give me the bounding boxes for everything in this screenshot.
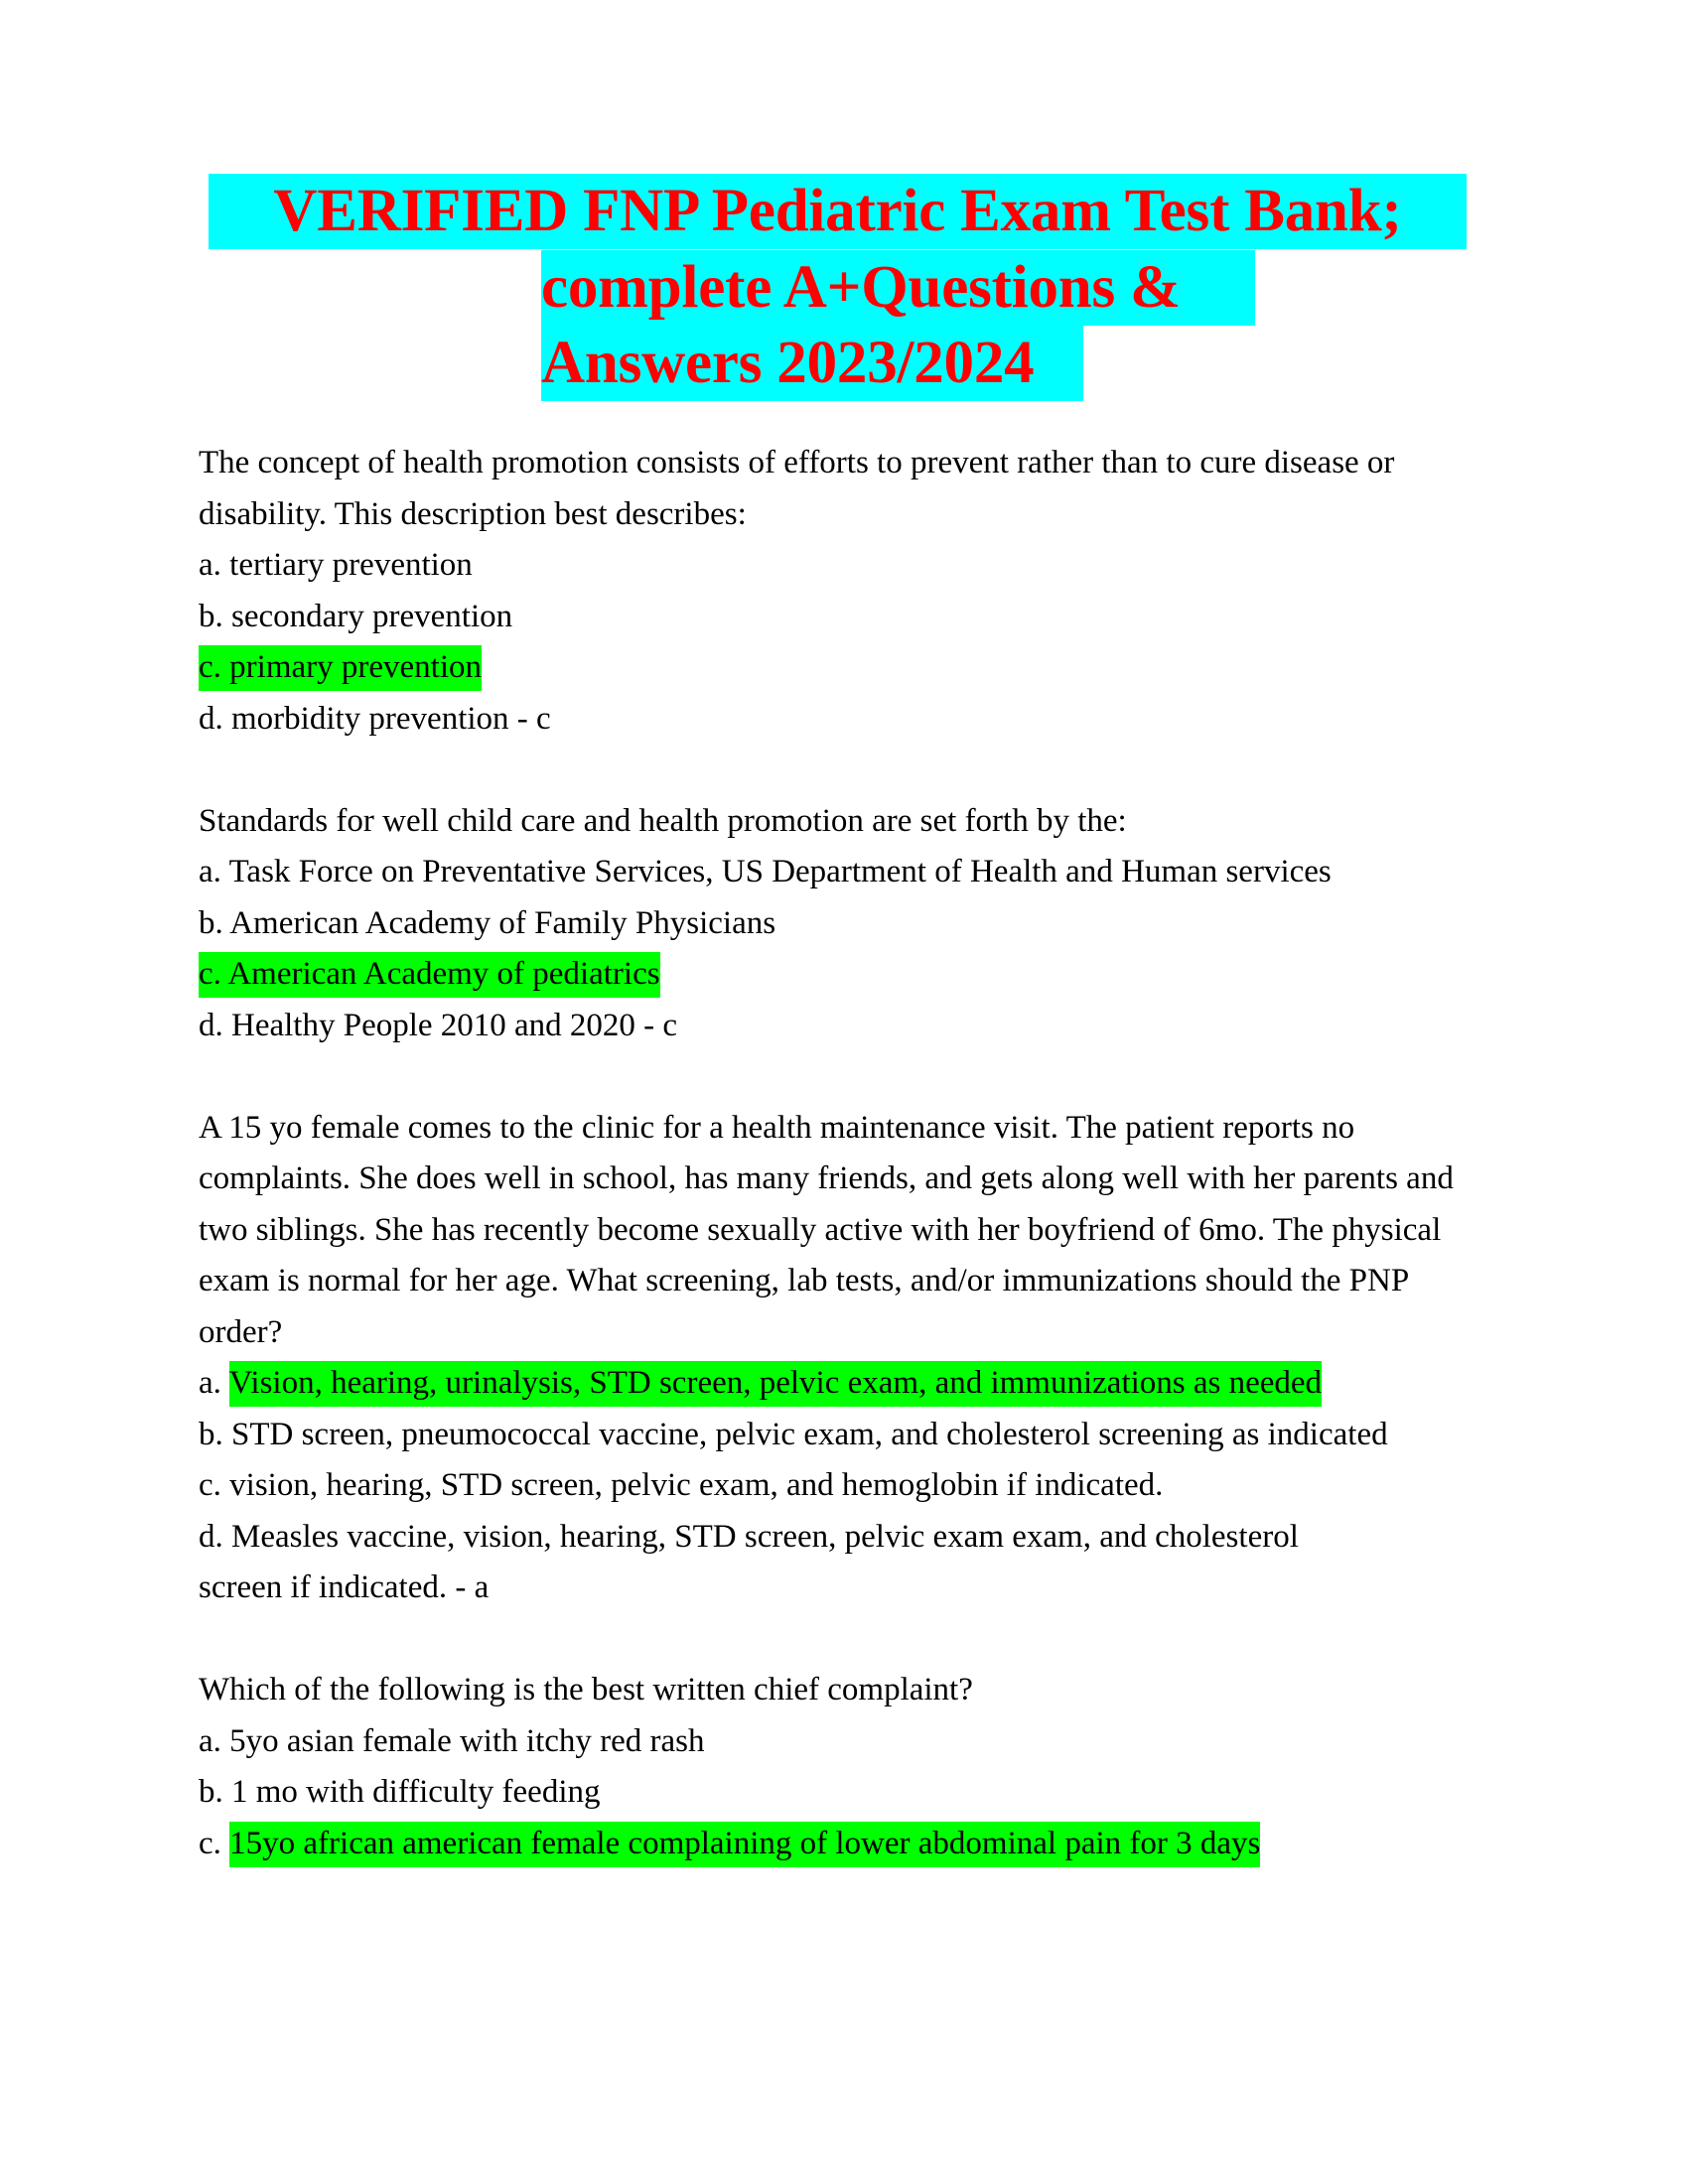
answer-option-c xyxy=(199,1460,1489,1512)
option-text: American Academy of pediatrics xyxy=(227,956,660,992)
option-prefix: a. xyxy=(199,854,229,889)
option-prefix: d. xyxy=(199,1518,231,1555)
option-text: morbidity prevention - c xyxy=(231,700,551,737)
correct-answer-highlight: Vision, hearing, urinalysis, STD screen, pelvic exam, and immunizations as needed xyxy=(229,1361,1323,1407)
option-prefix: d. xyxy=(199,700,231,737)
option-text: secondary prevention xyxy=(231,598,513,634)
question-2 xyxy=(199,796,1489,1052)
answer-option-a xyxy=(199,1716,1489,1768)
document-title-line-3: Answers 2023/2024 xyxy=(541,326,1083,401)
option-text: American Academy of Family Physicians xyxy=(229,904,776,941)
option-prefix: d. xyxy=(199,1007,231,1043)
option-text: Healthy People 2010 and 2020 - c xyxy=(231,1007,678,1043)
option-text: 1 mo with difficulty feeding xyxy=(231,1774,601,1810)
question-4 xyxy=(199,1665,1489,1869)
answer-option-a-correct xyxy=(199,1358,1415,1410)
option-text: Task Force on Preventative Services, US Department of Health and Human services xyxy=(228,854,1332,889)
correct-answer-highlight xyxy=(199,952,660,998)
answer-option-c-correct xyxy=(199,949,1489,1001)
answer-option-b xyxy=(199,1767,1489,1819)
answer-option-b xyxy=(199,592,1489,643)
answer-option-d xyxy=(199,694,1489,746)
option-text: primary prevention xyxy=(229,649,482,685)
question-stem: Standards for well child care and health promotion are set forth by the: xyxy=(199,802,1127,839)
answer-option-b xyxy=(199,1410,1479,1461)
answer-option-a xyxy=(199,847,1430,898)
option-text: tertiary prevention xyxy=(229,547,473,583)
answer-option-b xyxy=(199,898,1489,950)
correct-answer-highlight: 15yo african american female complaining of lower abdominal pain for 3 days xyxy=(229,1822,1260,1867)
document-title-line-1: VERIFIED FNP Pediatric Exam Test Bank; xyxy=(209,174,1467,249)
question-stem: Which of the following is the best written chief complaint? xyxy=(199,1672,973,1707)
document-body xyxy=(199,438,1489,1921)
document-title-line-2: complete A+Questions & xyxy=(541,250,1255,326)
option-prefix: c. xyxy=(199,1825,230,1861)
answer-option-c-correct xyxy=(199,1819,1489,1870)
answer-option-a xyxy=(199,540,1489,592)
answer-option-d xyxy=(199,1001,1489,1052)
option-prefix: a. xyxy=(199,547,230,583)
option-prefix: c. xyxy=(199,1467,230,1503)
option-prefix: a. xyxy=(199,1722,230,1759)
option-text: Measles vaccine, vision, hearing, STD screen, pelvic exam exam, and cholesterol screen if indicated. - a xyxy=(199,1518,1299,1605)
option-prefix: c. xyxy=(199,956,228,992)
answer-option-d xyxy=(199,1512,1321,1614)
option-prefix: a. xyxy=(199,1365,229,1401)
option-text: 5yo asian female with itchy red rash xyxy=(229,1722,705,1759)
question-1 xyxy=(199,438,1489,745)
option-prefix: b. xyxy=(199,1774,231,1810)
option-text: vision, hearing, STD screen, pelvic exam, and hemoglobin if indicated. xyxy=(229,1467,1164,1503)
option-prefix: b. xyxy=(199,904,230,941)
correct-answer-highlight xyxy=(199,645,482,691)
question-stem: A 15 yo female comes to the clinic for a health maintenance visit. The patient reports no complaints. She does well in school, has many friends, and gets along well with her parents and two siblings. She has recently become sexually active with her boyfriend of 6mo. The physical exam is normal for her age. What screening, lab tests, and/or immunizations should the PNP order? xyxy=(199,1109,1454,1350)
question-3 xyxy=(199,1103,1489,1614)
question-stem: The concept of health promotion consists of efforts to prevent rather than to cure disease or disability. This description best describes: xyxy=(199,445,1395,532)
option-prefix: b. xyxy=(199,1416,231,1452)
answer-option-c-correct xyxy=(199,642,1489,694)
option-prefix: c. xyxy=(199,649,230,685)
option-text: STD screen, pneumococcal vaccine, pelvic exam, and cholesterol screening as indicated xyxy=(231,1416,1388,1452)
option-prefix: b. xyxy=(199,598,231,634)
